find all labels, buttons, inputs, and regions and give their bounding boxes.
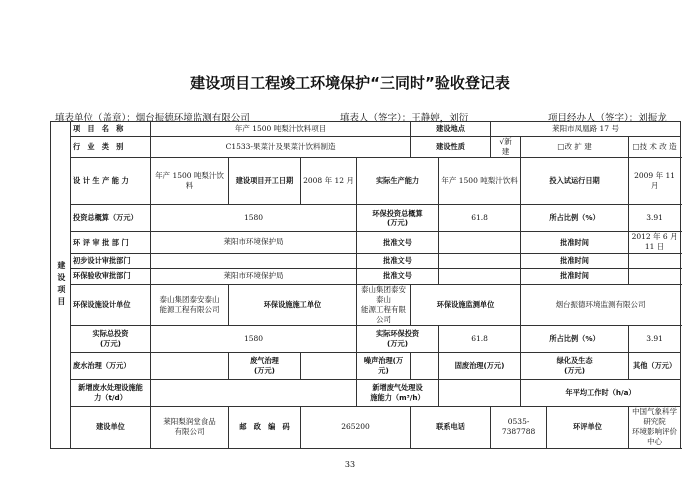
eia-unit: 中国气象科学研究院 环境影响评价中心 (629, 407, 681, 449)
fill-unit: 填表单位（盖章）：烟台振德环境监测有限公司 (55, 113, 250, 124)
capacity: 年产 1500 吨梨汁饮料 (151, 158, 229, 205)
eia-approval-no (439, 232, 521, 253)
builder: 莱阳梨润堂食品 有限公司 (151, 407, 229, 449)
budget-label: 投资总概算（万元） (71, 205, 151, 232)
trial-date: 2009 年 11 月 (629, 158, 681, 205)
eia-unit-label: 环评单位 (547, 407, 629, 449)
actual-env-invest: 61.8 (439, 326, 521, 353)
phone-label: 联系电话 (411, 407, 491, 449)
industry: C1533-果菜汁及果菜汁饮料制造 (151, 137, 411, 158)
side-label-construction-project: 建设项目 (51, 122, 71, 449)
budget: 1580 (151, 205, 357, 232)
check-approval-time-label: 批准时间 (521, 268, 629, 284)
ratio: 3.91 (629, 205, 681, 232)
builder-label: 建设单位 (71, 407, 151, 449)
industry-label: 行 业 类 别 (71, 137, 151, 158)
prelim-approval-no (439, 253, 521, 268)
postcode-label: 邮 政 编 码 (229, 407, 301, 449)
prelim-dept (151, 253, 357, 268)
actual-capacity-label: 实际生产能力 (357, 158, 439, 205)
new-water-capacity (151, 380, 357, 407)
prelim-approval-time (629, 253, 681, 268)
check-approval-no (439, 268, 521, 284)
new-gas-capacity (439, 380, 521, 407)
eia-dept-label: 环 评 审 批 部 门 (71, 232, 151, 253)
check-approval-no-label: 批准文号 (357, 268, 439, 284)
water-value (151, 353, 229, 380)
monitor-unit: 烟台振德环境监测有限公司 (521, 284, 681, 326)
construct-unit: 泰山集团泰安泰山 能源工程有限公司 (357, 284, 411, 326)
ratio2: 3.91 (629, 326, 681, 353)
design-unit: 泰山集团泰安泰山 能源工程有限公司 (151, 284, 229, 326)
actual-invest: 1580 (151, 326, 357, 353)
filler: 填表人（签字）：王静婷，刘衍 (340, 113, 469, 124)
design-unit-label: 环保设施设计单位 (71, 284, 151, 326)
eia-approval-no-label: 批准文号 (357, 232, 439, 253)
capacity-label: 设 计 生 产 能 力 (71, 158, 151, 205)
start-date-label: 建设项目开工日期 (229, 158, 301, 205)
nature-expand: □改 扩 建 (521, 137, 629, 158)
nature-new: √新 建 (491, 137, 521, 158)
new-water-capacity-label: 新增废水处理设施能 力（t/d） (71, 380, 151, 407)
new-gas-capacity-label: 新增废气处理设 施能力（m³/h） (357, 380, 439, 407)
phone: 0535-7387788 (491, 407, 547, 449)
project-name: 年产 1500 吨梨汁饮料项目 (151, 122, 411, 137)
project-name-label: 项 目 名 称 (71, 122, 151, 137)
registration-table (50, 121, 681, 449)
actual-capacity: 年产 1500 吨梨汁饮料 (439, 158, 521, 205)
check-dept: 莱阳市环境保护局 (151, 268, 357, 284)
location: 莱阳市凤凰路 17 号 (491, 122, 681, 137)
prelim-approval-no-label: 批准文号 (357, 253, 439, 268)
nature-label: 建设性质 (411, 137, 491, 158)
env-budget-label: 环保投资总概算 (万元) (357, 205, 439, 232)
other-label: 其他（万元） (629, 353, 681, 380)
construct-unit-label: 环保设施施工单位 (229, 284, 357, 326)
ratio-label: 所占比例（%） (521, 205, 629, 232)
ratio2-label: 所占比例（%） (521, 326, 629, 353)
location-label: 建设地点 (411, 122, 491, 137)
noise-label: 噪声治理(万元) (357, 353, 411, 380)
annual-time-label: 年平均工作时（h/a） (521, 380, 681, 407)
actual-invest-label: 实际总投资 (万元) (71, 326, 151, 353)
check-approval-time (629, 268, 681, 284)
trial-date-label: 投入试运行日期 (521, 158, 629, 205)
gas-value (301, 353, 357, 380)
green-label: 绿化及生态 (万元) (521, 353, 629, 380)
water-label: 废水治理（万元） (71, 353, 151, 380)
project-manager: 项目经办人（签字）：刘振龙 (548, 113, 667, 124)
env-budget: 61.8 (439, 205, 521, 232)
eia-approval-time: 2012 年 6 月 11 日 (629, 232, 681, 253)
check-dept-label: 环保验收审批部门 (71, 268, 151, 284)
prelim-approval-time-label: 批准时间 (521, 253, 629, 268)
postcode: 265200 (301, 407, 411, 449)
eia-approval-time-label: 批准时间 (521, 232, 629, 253)
monitor-unit-label: 环保设施监测单位 (411, 284, 521, 326)
gas-label: 废气治理 (万元) (229, 353, 301, 380)
noise-value (411, 353, 439, 380)
actual-env-invest-label: 实际环保投资 (万元) (357, 326, 439, 353)
prelim-dept-label: 初步设计审批部门 (71, 253, 151, 268)
page-number: 33 (344, 460, 356, 469)
eia-dept: 莱阳市环境保护局 (151, 232, 357, 253)
nature-tech: □技 术 改 造 (629, 137, 681, 158)
page-title: 建设项目工程竣工环境保护“三同时”验收登记表 (190, 74, 510, 92)
solid-label: 固废治理(万元) (439, 353, 521, 380)
start-date: 2008 年 12 月 (301, 158, 357, 205)
